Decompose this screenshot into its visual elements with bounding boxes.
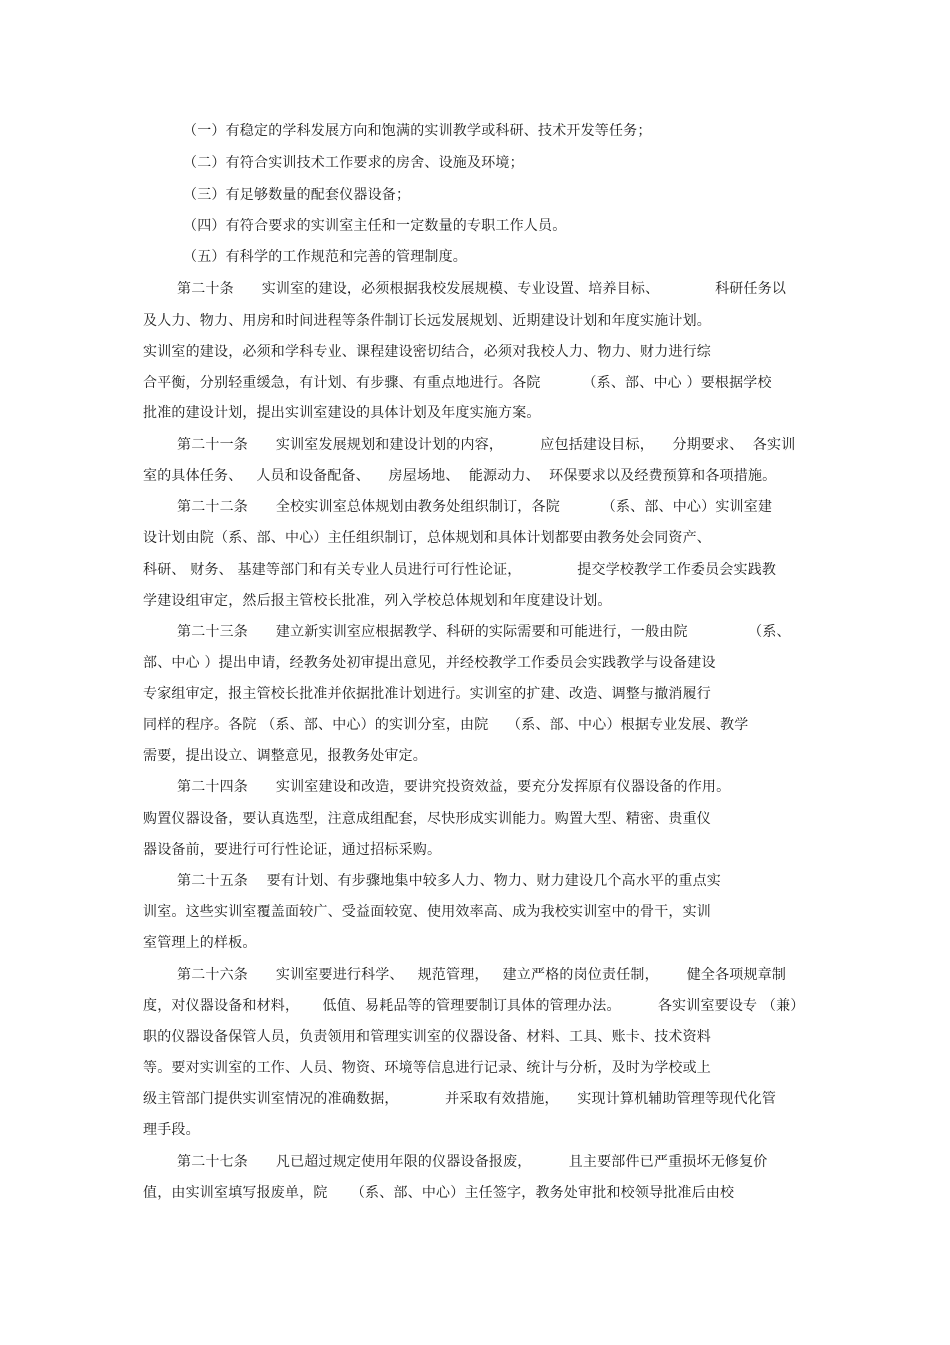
article-22-line-1: 第二十二条 全校实训室总体规划由教务处组织制订，各院 （系、部、中心）实训室建 — [177, 499, 773, 515]
article-23-line-2: 部、中心 ）提出申请，经教务处初审提出意见，并经校教学工作委员会实践教学与设备建设 — [143, 655, 716, 671]
article-27-line-1: 第二十七条 凡已超过规定使用年限的仪器设备报废， 且主要部件已严重损坏无修复价 — [177, 1154, 768, 1170]
article-26-line-4: 等。要对实训室的工作、人员、物资、环境等信息进行记录、统计与分析，及时为学校或上 — [143, 1060, 711, 1076]
article-20-line-1: 第二十条 实训室的建设，必须根据我校发展规模、专业设置、培养目标、 科研任务以 — [177, 281, 787, 297]
article-23-line-1: 第二十三条 建立新实训室应根据教学、科研的实际需要和可能进行，一般由院 （系、 — [177, 624, 791, 640]
article-23-line-5: 需要，提出设立、调整意见，报教务处审定。 — [143, 748, 427, 764]
list-item-4: （四）有符合要求的实训室主任和一定数量的专职工作人员。 — [183, 218, 567, 234]
article-27-line-2: 值，由实训室填写报废单，院 （系、部、中心）主任签字，教务处审批和校领导批准后由校 — [143, 1185, 735, 1201]
article-26-line-1: 第二十六条 实训室要进行科学、 规范管理， 建立严格的岗位责任制， 健全各项规章制 — [177, 967, 787, 983]
article-21-line-1: 第二十一条 实训室发展规划和建设计划的内容， 应包括建设目标， 分期要求、 各实训 — [177, 437, 796, 453]
article-22-line-4: 学建设组审定，然后报主管校长批准，列入学校总体规划和年度建设计划。 — [143, 593, 612, 609]
article-23-line-4: 同样的程序。各院 （系、部、中心）的实训分室，由院 （系、部、中心）根据专业发展、教学 — [143, 717, 749, 733]
list-item-2: （二）有符合实训技术工作要求的房舍、设施及环境； — [183, 155, 524, 171]
list-item-3: （三）有足够数量的配套仪器设备； — [183, 187, 411, 203]
article-20-line-3: 实训室的建设，必须和学科专业、课程建设密切结合，必须对我校人力、物力、财力进行综 — [143, 344, 711, 360]
article-22-line-3: 科研、 财务、 基建等部门和有关专业人员进行可行性论证， 提交学校教学工作委员会实践教 — [143, 562, 777, 578]
article-25-line-1: 第二十五条 要有计划、有步骤地集中较多人力、物力、财力建设几个高水平的重点实 — [177, 873, 721, 889]
article-24-line-2: 购置仪器设备，要认真选型，注意成组配套，尽快形成实训能力。购置大型、精密、贵重仪 — [143, 811, 711, 827]
article-26-line-5: 级主管部门提供实训室情况的准确数据， 并采取有效措施， 实现计算机辅助管理等现代化管 — [143, 1091, 777, 1107]
article-25-line-3: 室管理上的样板。 — [143, 935, 257, 951]
article-24-line-3: 器设备前，要进行可行性论证，通过招标采购。 — [143, 842, 442, 858]
article-23-line-3: 专家组审定，报主管校长批准并依据批准计划进行。实训室的扩建、改造、调整与撤消履行 — [143, 686, 711, 702]
article-20-line-4: 合平衡，分别轻重缓急，有计划、有步骤、有重点地进行。各院 （系、部、中心 ）要根据学校 — [143, 375, 772, 391]
article-20-line-2: 及人力、物力、用房和时间进程等条件制订长远发展规划、近期建设计划和年度实施计划。 — [143, 313, 711, 329]
article-26-line-2: 度，对仪器设备和材料， 低值、易耗品等的管理要制订具体的管理办法。 各实训室要设专 （兼） — [143, 998, 805, 1014]
article-21-line-2: 室的具体任务、 人员和设备配备、 房屋场地、 能源动力、 环保要求以及经费预算和各项措施。 — [143, 468, 777, 484]
list-item-5: （五）有科学的工作规范和完善的管理制度。 — [183, 249, 467, 265]
article-20-line-5: 批准的建设计划，提出实训室建设的具体计划及年度实施方案。 — [143, 405, 541, 421]
article-24-line-1: 第二十四条 实训室建设和改造，要讲究投资效益，要充分发挥原有仪器设备的作用。 — [177, 779, 731, 795]
article-26-line-3: 职的仪器设备保管人员，负责领用和管理实训室的仪器设备、材料、工具、账卡、技术资料 — [143, 1029, 711, 1045]
article-26-line-6: 理手段。 — [143, 1122, 200, 1138]
list-item-1: （一）有稳定的学科发展方向和饱满的实训教学或科研、技术开发等任务； — [183, 123, 652, 139]
article-25-line-2: 训室。这些实训室覆盖面较广、受益面较宽、使用效率高、成为我校实训室中的骨干，实训 — [143, 904, 711, 920]
article-22-line-2: 设计划由院（系、部、中心）主任组织制订，总体规划和具体计划都要由教务处会同资产、 — [143, 530, 711, 546]
